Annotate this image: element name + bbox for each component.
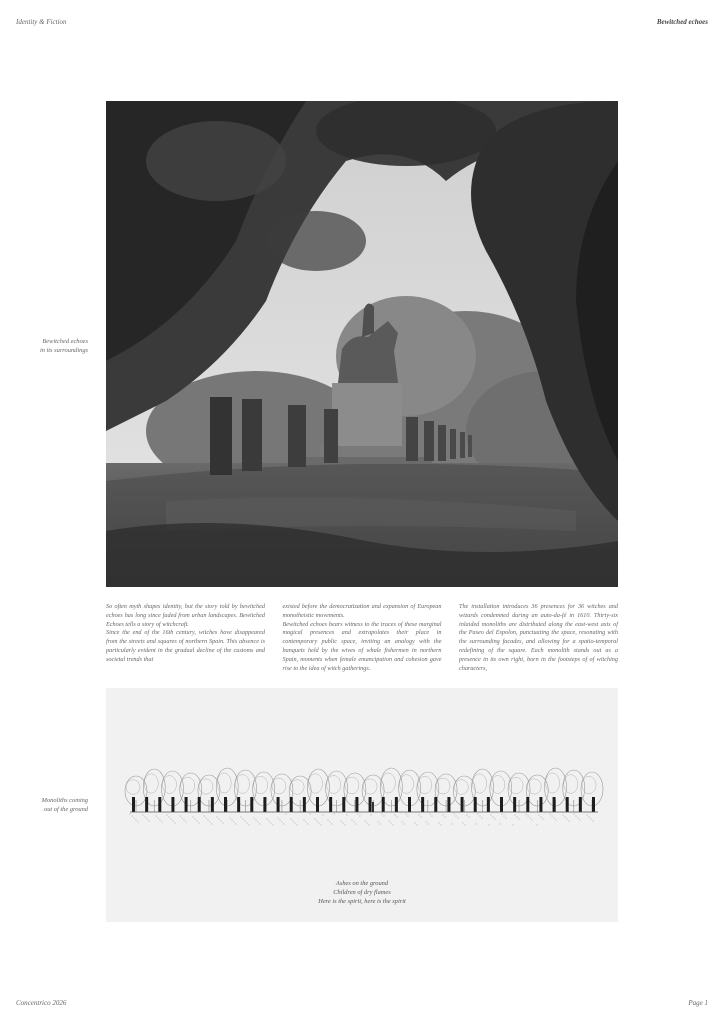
ground-speck <box>347 815 348 816</box>
ground-speck <box>352 820 353 821</box>
ground-speck <box>526 814 527 815</box>
monolith <box>290 797 293 812</box>
ground-speck <box>319 823 320 824</box>
ground-speck <box>180 816 181 817</box>
tree-canopy-inner <box>436 778 450 794</box>
ground-speck <box>589 817 590 818</box>
ground-speck <box>234 822 235 823</box>
ground-speck <box>480 816 481 817</box>
ground-speck <box>552 816 553 817</box>
ground-speck <box>482 818 483 819</box>
ground-speck <box>378 822 379 823</box>
footer-left: Concentrico 2026 <box>16 999 67 1007</box>
ground-speck <box>241 817 242 818</box>
col1-paragraph-2: Since the end of the 16th century, witches have disappeared from the streets and squares of northern Spain. This absence is particularly evident in the gradual decline of the customs and societal trends that <box>106 629 265 663</box>
ground-speck <box>230 818 231 819</box>
ground-speck <box>293 821 294 822</box>
header-right: Bewitched echoes <box>656 18 708 26</box>
ground-speck <box>426 822 427 823</box>
tree-canopy-inner <box>564 775 578 794</box>
tree-canopy-inner <box>181 777 195 794</box>
monolith <box>132 797 135 812</box>
monolith <box>487 797 490 812</box>
tree-canopy-inner <box>454 780 468 795</box>
ground-speck <box>569 821 570 822</box>
ground-speck <box>167 815 168 816</box>
ground-speck <box>332 824 333 825</box>
col1-paragraph-1: So often myth shapes identity, but the story told by bewitched echoes has long since faded from urban landscapes. Bewitched Echoes tells a story of witchcraft. <box>106 603 265 628</box>
ground-speck <box>193 817 194 818</box>
header-left: Identity & Fiction <box>16 18 67 26</box>
ground-speck <box>504 816 505 817</box>
ground-speck <box>260 824 261 825</box>
ground-speck <box>567 819 568 820</box>
ground-speck <box>334 814 335 815</box>
tree-canopy-inner <box>162 776 176 794</box>
monolith <box>277 797 280 812</box>
tree-canopy-inner <box>582 776 596 793</box>
ground-speck <box>519 819 520 820</box>
ground-speck <box>245 821 246 822</box>
ground-speck <box>358 814 359 815</box>
ground-speck <box>365 821 366 822</box>
ground-speck <box>232 820 233 821</box>
tree-canopy-inner <box>381 773 395 793</box>
monolith <box>316 797 319 812</box>
ground-speck <box>402 822 403 823</box>
tree-canopy-inner <box>144 774 158 793</box>
ground-speck <box>236 824 237 825</box>
monolith <box>369 797 372 812</box>
ground-speck <box>243 819 244 820</box>
ground-speck <box>258 822 259 823</box>
ground-speck <box>134 818 135 819</box>
ground-speck <box>247 823 248 824</box>
ground-speck <box>208 820 209 821</box>
ground-speck <box>491 815 492 816</box>
tree-canopy-inner <box>418 776 432 793</box>
ground-speck <box>369 825 370 826</box>
body-text-columns <box>106 603 618 673</box>
ground-speck <box>156 816 157 817</box>
ground-speck <box>328 820 329 821</box>
col2-paragraph-2: Bewitched echoes bears witness to the traces of these marginal magical presences and extrapolates their place in contemporary public space, inviting an analogy with the banquets held by the wives of whale fishermen in northern Spain, moments when female emancipation and cohesion gave rise to the idea of witch gatherings. <box>282 620 442 672</box>
monolith <box>592 797 595 812</box>
ground-speck <box>454 814 455 815</box>
tree-canopy-inner <box>509 777 523 794</box>
text-column-1 <box>106 603 265 673</box>
monolith <box>355 797 358 812</box>
ground-speck <box>417 825 418 826</box>
ground-speck <box>147 819 148 820</box>
ground-speck <box>310 814 311 815</box>
ground-speck <box>186 822 187 823</box>
photo-caption-line-1: Bewitched echoes <box>42 338 88 345</box>
ground-speck <box>210 822 211 823</box>
monolith <box>211 797 214 812</box>
ground-speck <box>580 820 581 821</box>
ground-speck <box>408 816 409 817</box>
plaza-render-image <box>106 101 618 587</box>
ground-speck <box>500 824 501 825</box>
ground-speck <box>506 818 507 819</box>
monolith <box>329 797 332 812</box>
ground-speck <box>502 814 503 815</box>
ground-speck <box>578 818 579 819</box>
ground-speck <box>291 819 292 820</box>
elevation-caption <box>16 797 88 814</box>
elevation-caption-line-2: out of the ground <box>44 805 88 813</box>
photo-caption <box>16 338 88 355</box>
ground-speck <box>406 814 407 815</box>
ground-speck <box>315 819 316 820</box>
ground-speck <box>576 816 577 817</box>
tree-canopy-inner <box>126 780 140 795</box>
ground-speck <box>343 823 344 824</box>
ground-speck <box>249 825 250 826</box>
ground-speck <box>138 822 139 823</box>
tree-canopy-inner <box>308 774 322 793</box>
tree-canopy-inner <box>491 776 505 794</box>
monolith <box>566 797 569 812</box>
poem-line-1: Ashes on the ground <box>335 880 389 887</box>
ground-speck <box>432 816 433 817</box>
ground-speck <box>195 819 196 820</box>
ground-speck <box>182 818 183 819</box>
ground-speck <box>495 819 496 820</box>
ground-speck <box>269 821 270 822</box>
tree-canopy-inner <box>235 775 249 794</box>
monolith <box>539 797 542 812</box>
ground-speck <box>563 815 564 816</box>
ground-speck <box>286 814 287 815</box>
monolith <box>526 797 529 812</box>
ground-speck <box>145 817 146 818</box>
tree-canopy-inner <box>272 778 286 794</box>
ground-speck <box>367 823 368 824</box>
monolith <box>513 797 516 812</box>
ground-speck <box>306 822 307 823</box>
ground-speck <box>171 819 172 820</box>
ground-speck <box>445 817 446 818</box>
ground-speck <box>541 817 542 818</box>
ground-speck <box>565 817 566 818</box>
ground-speck <box>456 816 457 817</box>
monolith <box>198 797 201 812</box>
ground-speck <box>532 820 533 821</box>
ground-speck <box>143 815 144 816</box>
monolith-elevation-drawing <box>106 688 618 878</box>
ground-speck <box>132 816 133 817</box>
ground-speck <box>217 817 218 818</box>
tree-canopy-inner <box>473 774 487 793</box>
ground-speck <box>184 820 185 821</box>
ground-speck <box>160 820 161 821</box>
tree-canopy-inner <box>363 779 377 794</box>
ground-speck <box>513 825 514 826</box>
elevation-caption-line-1: Monoliths coming <box>41 797 88 804</box>
ground-speck <box>452 824 453 825</box>
monolith <box>382 797 385 812</box>
ground-speck <box>204 816 205 817</box>
monolith <box>579 797 582 812</box>
ground-speck <box>574 814 575 815</box>
ground-speck <box>421 817 422 818</box>
ground-speck <box>467 815 468 816</box>
ground-speck <box>439 823 440 824</box>
monolith-elevation-panel <box>106 688 618 922</box>
ground-speck <box>321 825 322 826</box>
photo-caption-line-2: in its surroundings <box>39 346 88 354</box>
monolith <box>395 797 398 812</box>
col2-paragraph-1: existed before the democratization and expansion of European monotheistic movements. <box>282 603 442 619</box>
ground-speck <box>284 824 285 825</box>
monolith <box>553 797 556 812</box>
monolith <box>171 797 174 812</box>
tree-canopy-inner <box>527 779 541 794</box>
ground-speck <box>256 820 257 821</box>
tree-canopy-inner <box>199 779 213 794</box>
ground-speck <box>395 815 396 816</box>
monolith <box>421 797 424 812</box>
ground-speck <box>371 815 372 816</box>
ground-speck <box>430 814 431 815</box>
ground-speck <box>469 817 470 818</box>
monolith <box>145 797 148 812</box>
ground-speck <box>391 823 392 824</box>
ground-speck <box>515 815 516 816</box>
ground-speck <box>158 818 159 819</box>
monolith <box>434 797 437 812</box>
monolith <box>185 797 188 812</box>
ground-speck <box>593 821 594 822</box>
ground-speck <box>317 821 318 822</box>
ground-speck <box>308 824 309 825</box>
ground-speck <box>554 818 555 819</box>
ground-speck <box>404 824 405 825</box>
tree-canopy-inner <box>400 775 414 794</box>
ground-speck <box>397 817 398 818</box>
ground-speck <box>528 816 529 817</box>
monolith <box>250 797 253 812</box>
ground-speck <box>389 821 390 822</box>
ground-speck <box>278 818 279 819</box>
ground-speck <box>169 817 170 818</box>
ground-speck <box>149 821 150 822</box>
monolith <box>461 797 464 812</box>
tree-canopy-inner <box>217 773 231 793</box>
ground-speck <box>493 817 494 818</box>
ground-speck <box>197 821 198 822</box>
monolith <box>224 797 227 812</box>
ground-speck <box>162 822 163 823</box>
ground-speck <box>356 824 357 825</box>
ground-speck <box>282 822 283 823</box>
tree-canopy-inner <box>290 780 304 795</box>
ground-speck <box>476 824 477 825</box>
poem-line-3: Here is the spirit, here is the spirit <box>318 897 406 905</box>
ground-speck <box>323 815 324 816</box>
poem-line-2: Children of dry flames <box>333 888 391 896</box>
ground-speck <box>489 825 490 826</box>
ground-speck <box>550 814 551 815</box>
ground-speck <box>458 818 459 819</box>
monolith <box>474 797 477 812</box>
ground-speck <box>539 815 540 816</box>
ground-speck <box>130 814 131 815</box>
ground-speck <box>587 815 588 816</box>
ground-speck <box>199 823 200 824</box>
human-figure <box>372 802 374 812</box>
ground-speck <box>345 825 346 826</box>
ground-speck <box>393 825 394 826</box>
tree-canopy-inner <box>345 777 359 794</box>
ground-speck <box>271 823 272 824</box>
ground-speck <box>304 820 305 821</box>
ground-speck <box>212 824 213 825</box>
ground-speck <box>175 823 176 824</box>
ground-speck <box>543 819 544 820</box>
ground-speck <box>280 820 281 821</box>
monolith <box>500 797 503 812</box>
ground-speck <box>354 822 355 823</box>
ground-speck <box>382 814 383 815</box>
ground-speck <box>223 823 224 824</box>
tree-canopy-inner <box>327 776 341 794</box>
col3-paragraph-1: The installation introduces 36 presences for 36 witches and wizards condemned during an auto-da-fé in 1610. Thirty-six inlaided monoliths are distributed along the east-west axis of the Paseo del Espolon, punctuating the space, resonating with the surrounding facades, and allowing for a spatio-temporal redefining of the square. Each monolith stands out as a presence in its own right, born in the footsteps of of witching characters, <box>459 603 618 672</box>
ground-speck <box>173 821 174 822</box>
ground-speck <box>341 821 342 822</box>
ground-speck <box>206 818 207 819</box>
monolith <box>237 797 240 812</box>
ground-speck <box>254 818 255 819</box>
ground-speck <box>297 825 298 826</box>
monolith <box>263 797 266 812</box>
monolith <box>408 797 411 812</box>
ground-speck <box>478 814 479 815</box>
ground-speck <box>428 824 429 825</box>
ground-speck <box>360 816 361 817</box>
ground-speck <box>530 818 531 819</box>
ground-speck <box>380 824 381 825</box>
monolith <box>447 797 450 812</box>
ground-speck <box>267 819 268 820</box>
footer-right: Page 1 <box>688 999 708 1007</box>
monolith <box>303 797 306 812</box>
ground-speck <box>221 821 222 822</box>
ground-speck <box>556 820 557 821</box>
tree-canopy-inner <box>546 773 560 793</box>
ground-speck <box>441 825 442 826</box>
ground-speck <box>136 820 137 821</box>
monolith <box>342 797 345 812</box>
text-column-2 <box>283 603 442 673</box>
tree-canopy-inner <box>254 776 268 793</box>
ground-speck <box>419 815 420 816</box>
ground-speck <box>384 816 385 817</box>
ground-speck <box>463 823 464 824</box>
text-column-3 <box>459 603 618 673</box>
ground-speck <box>219 819 220 820</box>
ground-speck <box>443 815 444 816</box>
ground-speck <box>415 823 416 824</box>
ground-speck <box>591 819 592 820</box>
ground-speck <box>517 817 518 818</box>
ground-speck <box>295 823 296 824</box>
ground-speck <box>330 822 331 823</box>
ground-speck <box>273 825 274 826</box>
poem <box>106 880 618 907</box>
monolith <box>158 797 161 812</box>
ground-speck <box>465 825 466 826</box>
ground-speck <box>537 825 538 826</box>
